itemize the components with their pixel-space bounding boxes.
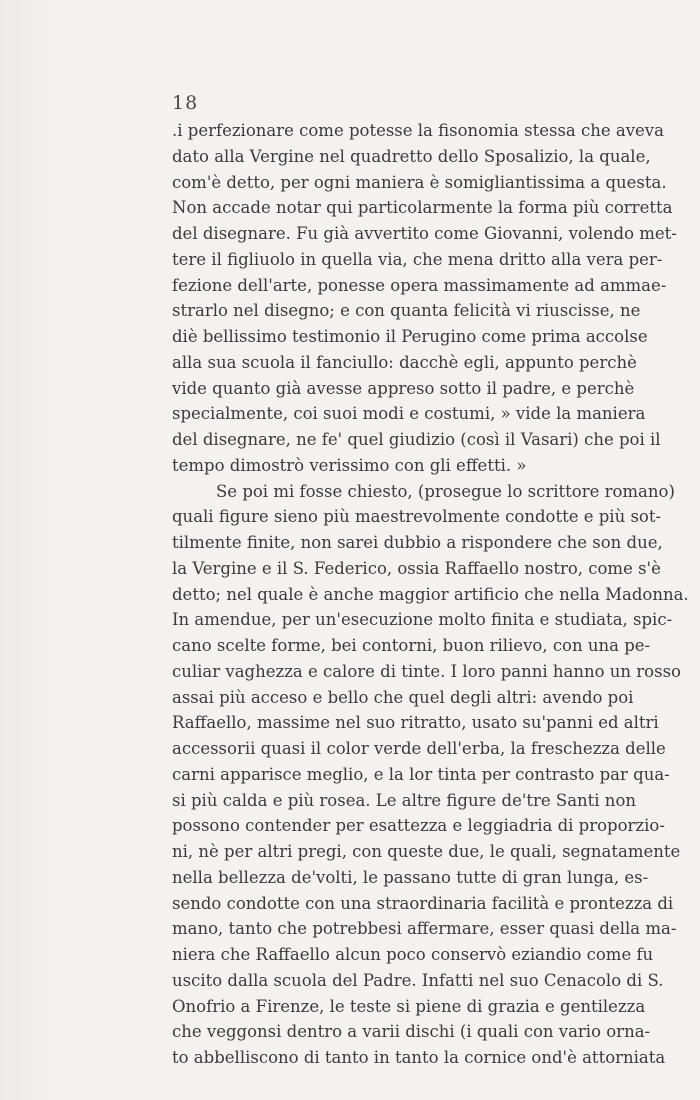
text-line: che veggonsi dentro a varii dischi (i quali con vario orna- [172, 1022, 651, 1042]
text-line: del disegnare. Fu già avvertito come Giovanni, volendo met- [172, 224, 677, 243]
text-line: vide quanto già avesse appreso sotto il padre, e perchè [172, 378, 635, 398]
text-line: ni, nè per altri pregi, con queste due, le quali, segnatamente [172, 842, 681, 861]
text-line: alla sua scuola il fanciullo: dacchè egli, appunto perchè [172, 352, 637, 372]
text-line: possono contender per esattezza e leggiadria di proporzio- [172, 816, 665, 836]
text-line: del disegnare, ne fe' quel giudizio (così il Vasari) che poi il [172, 430, 661, 449]
text-line: la Vergine e il S. Federico, ossia Raffaello nostro, come s'è [172, 558, 661, 578]
text-line: uscito dalla scuola del Padre. Infatti nel suo Cenacolo di S. [172, 970, 664, 990]
text-line: detto; nel quale è anche maggior artificio che nella Madonna. [172, 584, 689, 604]
text-line: Onofrio a Firenze, le teste si piene di grazia e gentilezza [172, 996, 646, 1016]
page-gutter-shade [0, 0, 60, 1100]
text-line: strarlo nel disegno; e con quanta felicità vi riuscisse, ne [172, 301, 641, 321]
text-line: sendo condotte con una straordinaria facilità e prontezza di [172, 893, 674, 913]
text-line: In amendue, per un'esecuzione molto finita e studiata, spic- [172, 610, 673, 630]
text-line: tere il figliuolo in quella via, che mena dritto alla vera per- [172, 249, 663, 269]
text-line: tempo dimostrò verissimo con gli effetti. » [172, 455, 527, 475]
text-line: assai più acceso e bello che quel degli altri: avendo poi [172, 687, 634, 707]
body-text [172, 118, 700, 1071]
text-line: dato alla Vergine nel quadretto dello Sposalizio, la quale, [172, 146, 651, 166]
text-line: culiar vaghezza e calore di tinte. I loro panni hanno un rosso [172, 661, 681, 681]
text-line: Non accade notar qui particolarmente la forma più corretta [172, 198, 673, 218]
text-line: fezione dell'arte, ponesse opera massimamente ad ammae- [172, 275, 667, 295]
page-number: 18 [172, 92, 199, 114]
text-line: tilmente finite, non sarei dubbio a rispondere che son due, [172, 533, 663, 552]
text-line: niera che Raffaello alcun poco conservò eziandio come fu [172, 945, 654, 964]
text-line: carni apparisce meglio, e la lor tinta per contrasto par qua- [172, 764, 670, 784]
text-line: com'è detto, per ogni maniera è somigliantissima a questa. [172, 172, 667, 192]
text-line: si più calda e più rosea. Le altre figure de'tre Santi non [172, 790, 636, 810]
text-line: .i perfezionare come potesse la fisonomia stessa che aveva [172, 121, 664, 140]
text-line: Raffaello, massime nel suo ritratto, usato su'panni ed altri [172, 713, 659, 733]
text-line: specialmente, coi suoi modi e costumi, » vide la maniera [172, 404, 646, 424]
text-line: cano scelte forme, bei contorni, buon rilievo, con una pe- [172, 636, 651, 655]
text-line: accessorii quasi il color verde dell'erba, la freschezza delle [172, 739, 666, 758]
text-line: to abbelliscono di tanto in tanto la cornice ond'è attorniata [172, 1048, 666, 1067]
paragraph-start-line: Se poi mi fosse chiesto, (prosegue lo scrittore romano) [216, 481, 675, 501]
text-line: nella bellezza de'volti, le passano tutte di gran lunga, es- [172, 867, 649, 887]
text-line: quali figure sieno più maestrevolmente condotte e più sot- [172, 507, 662, 527]
text-line: mano, tanto che potrebbesi affermare, esser quasi della ma- [172, 919, 677, 939]
text-line: diè bellissimo testimonio il Perugino come prima accolse [172, 327, 648, 346]
